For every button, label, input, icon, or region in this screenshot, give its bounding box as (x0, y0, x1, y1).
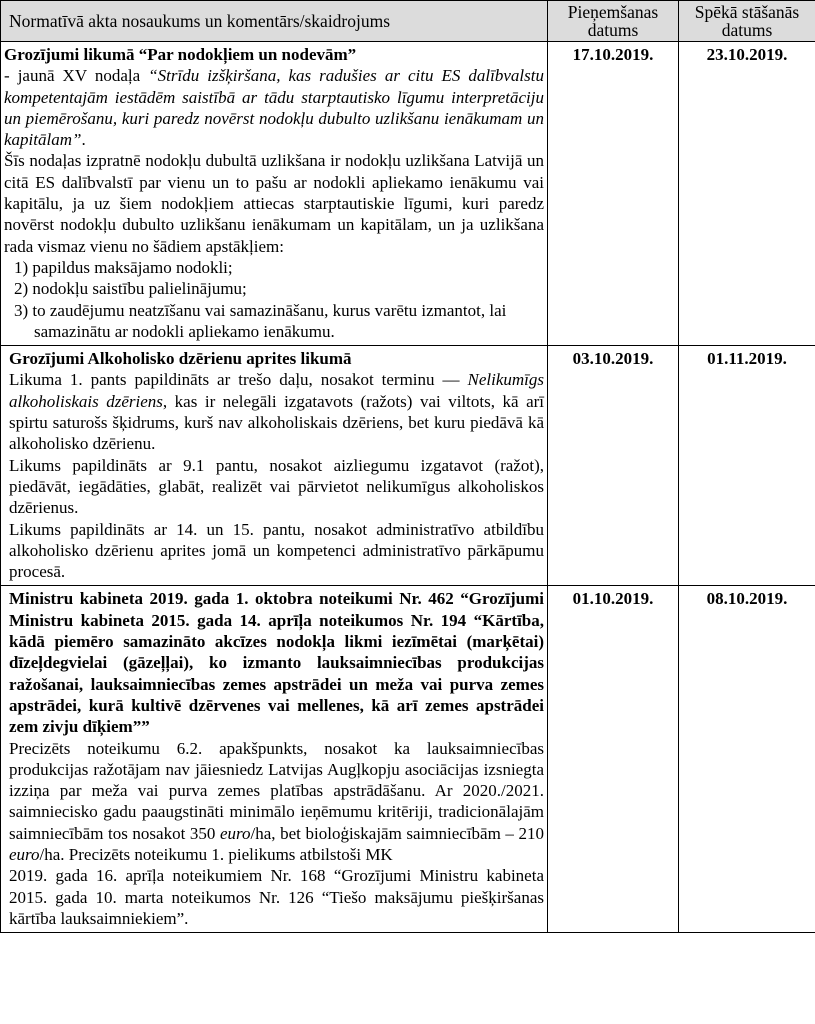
header-adoption-date: Pieņemšanas datums (548, 1, 679, 42)
table-header (1, 1, 815, 42)
header-row (1, 1, 815, 42)
adoption-date: 17.10.2019. (548, 42, 679, 346)
para-text: Precizēts noteikumu 6.2. apakšpunkts, nosakot ka lauksaimniecības produkcijas ražotājam nav jāiesniedz Latvijas Augļkopju asociācijas izsniegta izziņa par meža vai purva zemes platības apstrādāšanu. Ar 2020./2021. saimniecisko gadu paaugstināti minimālo ieņēmumu kritēriji, tradicionālajām saimniecībām tos nosakot 350 (9, 738, 544, 843)
table-row (1, 586, 815, 933)
act-title: Grozījumi likumā “Par nodokļiem un nodevām” (4, 45, 357, 64)
table-row (1, 346, 815, 586)
act-paragraph (4, 738, 544, 866)
act-title: Grozījumi Alkoholisko dzērienu aprites likumā (9, 349, 352, 369)
list-item: 3) to zaudējumu neatzīšanu vai samazināšanu, kurus varētu izmantot, lai samazinātu ar nodokli apliekamo ienākumu. (14, 300, 507, 341)
act-title: Ministru kabineta 2019. gada 1. oktobra noteikumi Nr. 462 “Grozījumi Ministru kabineta 2015. gada 14. aprīļa noteikumos Nr. 194 “Kārtība, kādā piemēro samazināto akcīzes nodokļa likmi iezīmētai (marķētai) dīzeļdegvielai (gāzeļļai), ko izmanto lauksaimniecības produkcijas ražošanai, lauksaimniecības zemes apstrādei un meža vai purva zemes apstrādei, kurā kultivē dzērvenes vai mellenes, kā arī zemes apstrādei zem zivju dīķiem”” (9, 589, 544, 737)
header-act-name: Normatīvā akta nosaukums un komentārs/skaidrojums (1, 1, 548, 42)
para-prefix: Likuma 1. pants papildināts ar trešo daļu, nosakot terminu — (9, 370, 468, 390)
act-paragraph: Likums papildināts ar 9.1 pantu, nosakot aizliegumu izgatavot (ražot), piedāvāt, iegādāties, glabāt, realizēt vai pārvietot nelikumīgus alkoholiskos dzērienus. (9, 455, 544, 518)
act-intro (4, 65, 544, 150)
act-paragraph: 2019. gada 16. aprīļa noteikumiem Nr. 168 “Grozījumi Ministru kabineta 2015. gada 10. marta noteikumos Nr. 126 “Tiešo maksājumu piešķiršanas kārtība lauksaimniekiem”. (9, 866, 544, 928)
effective-date: 01.11.2019. (679, 346, 815, 586)
act-description-cell (1, 346, 548, 586)
act-description-cell (1, 42, 548, 346)
adoption-date: 01.10.2019. (548, 586, 679, 933)
intro-prefix: - jaunā XV nodaļa (4, 66, 149, 86)
condition-list (4, 257, 544, 342)
effective-date: 23.10.2019. (679, 42, 815, 346)
intro-suffix: . (81, 130, 86, 150)
currency-unit: euro (9, 844, 40, 864)
para-text: /ha, bet bioloģiskajām saimniecībām – 210 (250, 823, 544, 843)
list-item: 2) nodokļu saistību palielinājumu; (14, 279, 247, 299)
currency-unit: euro (220, 823, 251, 843)
defined-term: Nelikumīgs alkoholiskais dzēriens (9, 370, 544, 411)
para-text: /ha. Precizēts noteikumu 1. pielikums atbilstoši MK (39, 844, 393, 864)
header-effective-date: Spēkā stāšanās datums (679, 1, 815, 42)
adoption-date: 03.10.2019. (548, 346, 679, 586)
act-paragraph: Likums papildināts ar 14. un 15. pantu, nosakot administratīvo atbildību alkoholisko dzērienu aprites jomā un kompetenci administratīvo pārkāpumu procesā. (9, 519, 544, 582)
act-paragraph (4, 369, 544, 454)
act-body: Šīs nodaļas izpratnē nodokļu dubultā uzlikšana ir nodokļu uzlikšana Latvijā un citā ES dalībvalstī par vienu un to pašu ar nodokli apliekamo ienākumu vai kapitālu, ja uz šiem nodokļiem attiecas starptautiskie līgumi, kuri paredz novērst nodokļu dubulto uzlikšanu ienākumam un kapitālam, un ja uzlikšana rada vismaz vienu no šādiem apstākļiem: (4, 151, 544, 256)
para-suffix: , kas ir nelegāli izgatavots (ražots) vai viltots, kā arī spirtu saturošs šķidrums, kurš nav alkoholiskais dzēriens, bet kuru piedāvā kā alkoholisko dzērienu. (9, 391, 544, 454)
act-description-cell (1, 586, 548, 933)
table-row (1, 42, 815, 346)
intro-chapter-title: “Strīdu izšķiršana, kas radušies ar citu ES dalībvalstu kompetentajām iestādēm saistībā ar tādu starptautisko līgumu interpretāciju un piemērošanu, kuri paredz novērst nodokļu dubulto uzlikšanu ienākumam un kapitālam” (4, 66, 544, 150)
effective-date: 08.10.2019. (679, 586, 815, 933)
list-item: 1) papildus maksājamo nodokli; (14, 257, 233, 277)
